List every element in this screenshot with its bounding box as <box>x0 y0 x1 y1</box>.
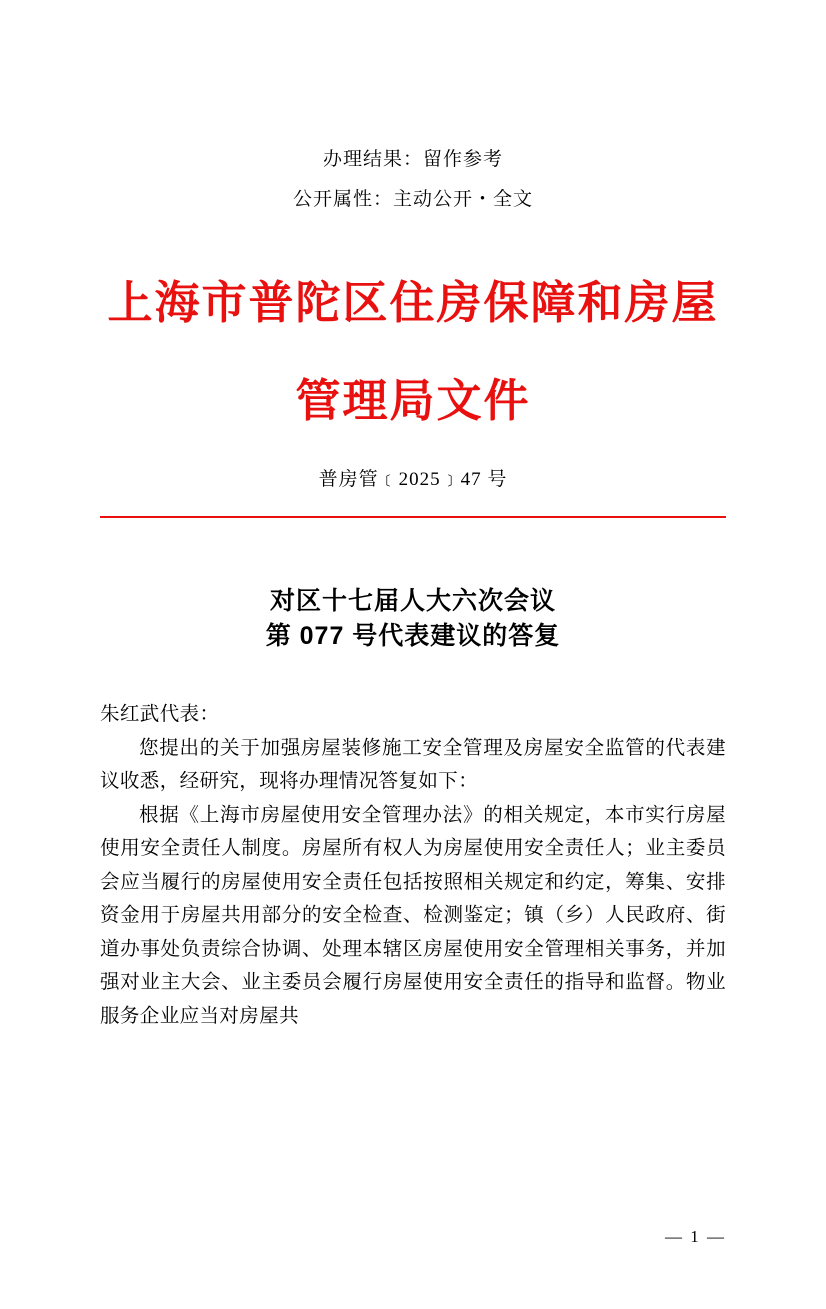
meta-block <box>100 140 726 220</box>
meta-line-disclosure <box>100 180 726 220</box>
red-divider-rule <box>100 516 726 518</box>
document-page <box>0 140 826 1309</box>
document-body <box>100 698 726 1033</box>
page-title-line2: 第 077 号代表建议的答复 <box>265 622 561 650</box>
document-number: 普房管﹝2025﹞47 号 <box>318 469 508 490</box>
meta-line-result <box>100 140 726 180</box>
meta-label-result: 办理结果： <box>322 149 423 170</box>
meta-label-disclosure: 公开属性： <box>292 189 393 210</box>
document-masthead: 上海市普陀区住房保障和房屋管理局文件 <box>107 277 719 426</box>
body-paragraph-2: 根据《上海市房屋使用安全管理办法》的相关规定，本市实行房屋使用安全责任人制度。房屋所有权人为房屋使用安全责任人；业主委员会应当履行的房屋使用安全责任包括按照相关规定和约定，筹集、安排资金用于房屋共用部分的安全检查、检测鉴定；镇（乡）人民政府、街道办事处负责综合协调、处理本辖区房屋使用安全管理相关事务，并加强对业主大会、业主委员会履行房屋使用安全责任的指导和监督。物业服务企业应当对房屋共 <box>100 804 726 1027</box>
page-title-line1: 对区十七届人大六次会议 <box>269 587 556 615</box>
meta-value-disclosure: 主动公开・全文 <box>393 189 534 210</box>
meta-value-result: 留作参考 <box>423 149 504 170</box>
page-title <box>100 584 726 654</box>
page-number: — 1 — <box>665 1227 726 1246</box>
body-paragraph-1: 您提出的关于加强房屋装修施工安全管理及房屋安全监管的代表建议收悉，经研究，现将办理情况答复如下： <box>100 737 726 792</box>
salutation: 朱红武代表： <box>100 704 220 725</box>
